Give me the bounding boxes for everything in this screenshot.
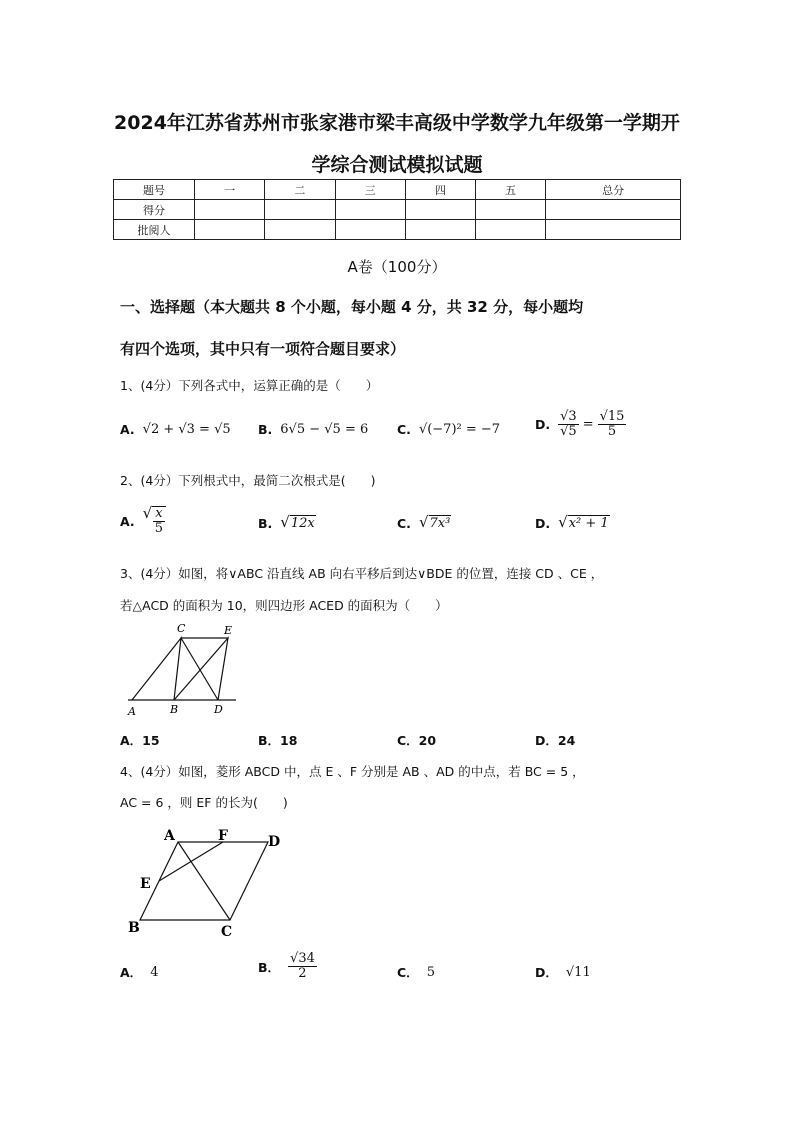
q4-option-b[interactable] bbox=[258, 952, 317, 982]
q1-option-a[interactable] bbox=[120, 422, 231, 437]
option-letter: D. bbox=[535, 417, 551, 433]
option-letter: C． bbox=[397, 965, 419, 980]
q2-a-radical bbox=[143, 506, 166, 537]
option-letter: D. bbox=[535, 515, 551, 531]
fraction-denominator: √5 bbox=[560, 424, 577, 440]
label-b: B bbox=[128, 920, 140, 936]
question-4-line1: 4、(4分）如图，菱形 ABCD 中，点 E 、F 分别是 AB 、AD 的中点，若 BC = 5 ， bbox=[120, 764, 585, 779]
q1-option-b[interactable] bbox=[258, 422, 368, 437]
grader-cell[interactable] bbox=[546, 220, 681, 240]
segment-cd bbox=[181, 638, 218, 700]
option-letter: C. bbox=[397, 515, 411, 531]
q1-option-b-expr: 6√5 − √5 = 6 bbox=[280, 422, 369, 437]
option-letter: B. bbox=[258, 515, 273, 531]
q2-d-radicand: x² + 1 bbox=[568, 516, 609, 531]
q4-option-d-value: √11 bbox=[565, 964, 591, 980]
table-header-cell: 题号 bbox=[114, 180, 195, 200]
q4-option-a[interactable] bbox=[120, 963, 158, 981]
row-label-grader: 批阅人 bbox=[114, 220, 195, 240]
option-letter: B． bbox=[258, 959, 281, 975]
score-cell[interactable] bbox=[265, 200, 335, 220]
table-header-cell: 总分 bbox=[546, 180, 681, 200]
label-a: A bbox=[164, 828, 175, 844]
q4-option-c-value: 5 bbox=[426, 964, 435, 980]
table-header-cell: 二 bbox=[265, 180, 335, 200]
table-header-cell: 一 bbox=[195, 180, 265, 200]
score-table-row bbox=[114, 200, 681, 220]
q2-c-radical bbox=[419, 515, 451, 531]
q2-a-fraction bbox=[152, 506, 165, 537]
q1-d-lhs-fraction bbox=[558, 410, 579, 440]
score-table-header-row bbox=[114, 180, 681, 200]
q2-c-radicand: 7x³ bbox=[429, 516, 451, 531]
question-2-stem: 2、(4分）下列根式中，最简二次根式是( ) bbox=[120, 473, 376, 488]
exam-title-line2: 学综合测试模拟试题 bbox=[311, 154, 483, 176]
label-c: C bbox=[177, 622, 186, 635]
fraction-numerator: √34 bbox=[290, 951, 315, 966]
q2-option-d[interactable] bbox=[535, 515, 610, 531]
label-e: E bbox=[140, 876, 151, 892]
grader-cell[interactable] bbox=[195, 220, 265, 240]
option-letter: A. bbox=[120, 513, 135, 529]
label-a: A bbox=[128, 705, 136, 718]
row-label-score: 得分 bbox=[114, 200, 195, 220]
option-letter: D． bbox=[535, 965, 558, 980]
option-letter: A. bbox=[120, 422, 135, 437]
label-e: E bbox=[224, 624, 233, 637]
q1-option-d[interactable] bbox=[535, 410, 626, 440]
q3-option-a[interactable]: A．15 bbox=[120, 733, 160, 748]
score-cell[interactable] bbox=[335, 200, 405, 220]
q2-option-b[interactable] bbox=[258, 515, 316, 531]
grader-cell[interactable] bbox=[265, 220, 335, 240]
q4-option-d[interactable] bbox=[535, 963, 591, 981]
fraction-denominator: 2 bbox=[298, 966, 307, 982]
table-header-cell: 三 bbox=[335, 180, 405, 200]
score-cell[interactable] bbox=[195, 200, 265, 220]
fraction-denominator: 5 bbox=[607, 424, 617, 440]
grader-cell[interactable] bbox=[405, 220, 475, 240]
triangle-bde bbox=[174, 638, 228, 700]
q3-option-d[interactable]: D．24 bbox=[535, 733, 576, 748]
score-table bbox=[113, 179, 681, 240]
q4-figure bbox=[120, 822, 290, 942]
question-3-line1: 3、(4分）如图，将∨ABC 沿直线 AB 向右平移后到达∨BDE 的位置，连接 CD 、CE ， bbox=[120, 566, 604, 581]
part1-heading-line2: 有四个选项，其中只有一项符合题目要求） bbox=[120, 340, 406, 358]
score-cell[interactable] bbox=[476, 200, 546, 220]
label-c: C bbox=[221, 924, 233, 940]
fraction-numerator: √15 bbox=[599, 409, 625, 424]
table-header-cell: 五 bbox=[476, 180, 546, 200]
q2-d-radical bbox=[558, 515, 610, 531]
q2-option-c[interactable] bbox=[397, 515, 451, 531]
score-cell[interactable] bbox=[546, 200, 681, 220]
option-letter: C. bbox=[397, 422, 411, 437]
question-4-line2: AC = 6 ，则 EF 的长为( ) bbox=[120, 795, 288, 810]
score-cell[interactable] bbox=[405, 200, 475, 220]
label-b: B bbox=[170, 703, 179, 716]
radical-sign-icon: √ bbox=[142, 504, 153, 522]
option-letter: B. bbox=[258, 422, 273, 437]
score-table-row bbox=[114, 220, 681, 240]
q3-figure bbox=[120, 620, 250, 720]
q4-option-a-value: 4 bbox=[150, 964, 159, 980]
q1-option-c-expr: √(−7)² = −7 bbox=[418, 422, 501, 437]
grader-cell[interactable] bbox=[335, 220, 405, 240]
q1-option-a-expr: √2 + √3 = √5 bbox=[142, 422, 231, 437]
equals-sign: = bbox=[582, 417, 594, 433]
option-letter: A． bbox=[120, 965, 143, 980]
paper-label: A卷（100分） bbox=[347, 258, 447, 276]
part1-heading-line1: 一、选择题（本大题共 8 个小题，每小题 4 分，共 32 分，每小题均 bbox=[120, 298, 584, 316]
exam-title-line1: 2024年江苏省苏州市张家港市梁丰高级中学数学九年级第一学期开 bbox=[114, 112, 680, 134]
fraction-numerator: √3 bbox=[560, 409, 577, 424]
q1-d-rhs-fraction bbox=[598, 410, 627, 440]
fraction-denominator: 5 bbox=[154, 521, 164, 537]
q3-option-c[interactable]: C．20 bbox=[397, 733, 437, 748]
triangle-abc bbox=[132, 638, 181, 700]
q2-b-radical bbox=[280, 515, 315, 531]
q2-b-radicand: 12x bbox=[290, 516, 315, 531]
label-d: D bbox=[268, 834, 281, 850]
radical-sign-icon: √ bbox=[418, 513, 429, 531]
grader-cell[interactable] bbox=[476, 220, 546, 240]
question-1-stem: 1、(4分）下列各式中，运算正确的是（ ） bbox=[120, 378, 379, 393]
question-3-line2: 若△ACD 的面积为 10，则四边形 ACED 的面积为（ ） bbox=[120, 598, 448, 613]
q4-b-fraction bbox=[288, 952, 317, 982]
q4-option-c[interactable] bbox=[397, 963, 435, 981]
label-f: F bbox=[218, 828, 228, 844]
q2-option-a[interactable] bbox=[120, 506, 166, 537]
radical-sign-icon: √ bbox=[558, 513, 568, 531]
fraction-numerator: x bbox=[155, 506, 163, 521]
radical-sign-icon: √ bbox=[280, 513, 290, 531]
label-d: D bbox=[214, 703, 223, 716]
q1-option-c[interactable] bbox=[397, 422, 500, 437]
table-header-cell: 四 bbox=[405, 180, 475, 200]
q3-option-b[interactable]: B．18 bbox=[258, 733, 298, 748]
